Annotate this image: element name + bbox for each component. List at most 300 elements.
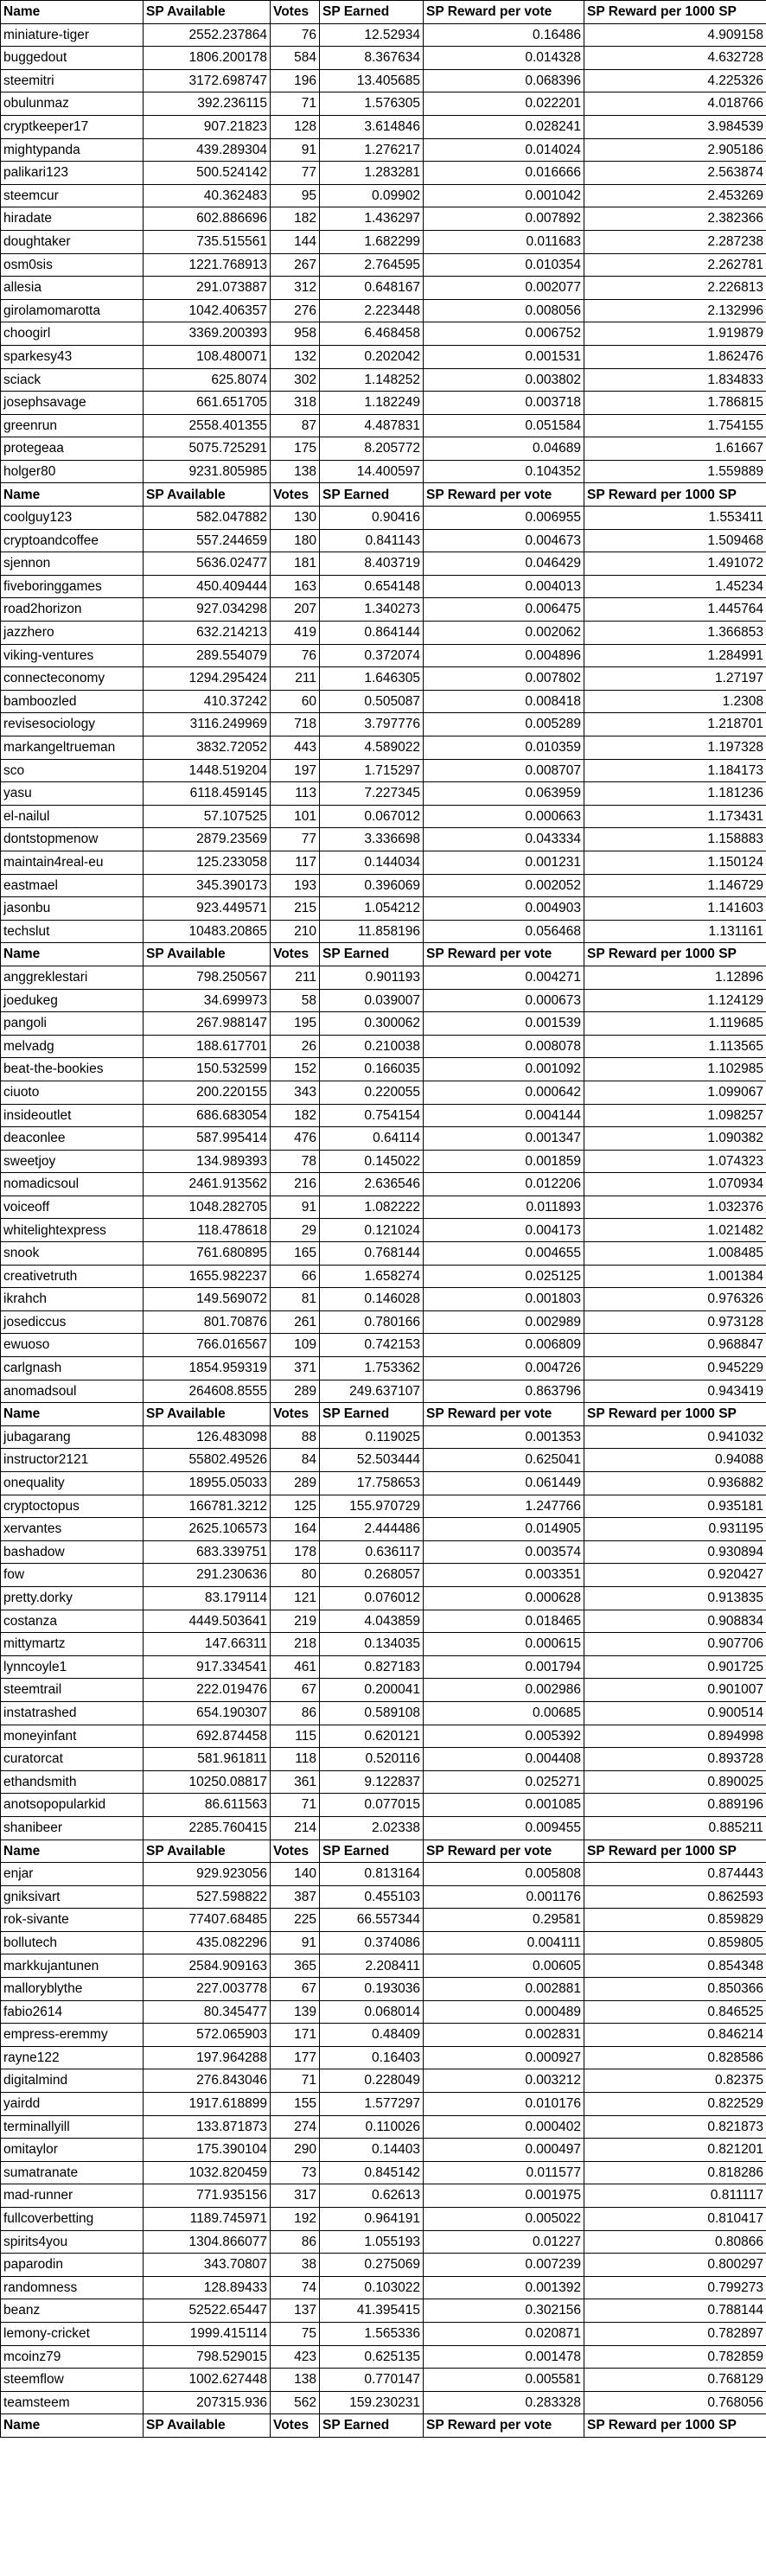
cell-sp-reward-per-vote: 0.001478 [424,2345,584,2369]
cell-name: jazzhero [1,622,144,645]
cell-sp-earned: 0.455103 [320,1885,424,1909]
cell-name: shanibeer [1,1816,144,1840]
cell-name: bamboozled [1,690,144,713]
cell-sp-available: 108.480071 [144,345,271,368]
cell-sp-available: 227.003778 [144,1978,271,2001]
cell-sp-reward-per-vote: 0.000615 [424,1633,584,1656]
cell-sp-reward-per-vote: 0.011683 [424,230,584,253]
cell-name: enjar [1,1863,144,1886]
cell-sp-available: 207315.936 [144,2391,271,2414]
cell-sp-reward-per-vote: 0.002881 [424,1978,584,2001]
table-row [1,1334,766,1357]
cell-sp-earned: 0.48409 [320,2024,424,2047]
cell-sp-available: 1048.282705 [144,1196,271,1219]
cell-name: mittymartz [1,1633,144,1656]
cell-sp-reward-per-1000-sp: 1.141603 [584,897,766,921]
cell-sp-reward-per-vote: 0.001176 [424,1885,584,1909]
table-row [1,1310,766,1334]
cell-sp-reward-per-1000-sp: 0.768129 [584,2369,766,2392]
cell-sp-earned: 0.146028 [320,1288,424,1311]
cell-sp-earned: 6.468458 [320,322,424,346]
cell-sp-reward-per-vote: 0.000628 [424,1586,584,1610]
cell-sp-available: 2584.909163 [144,1954,271,1978]
cell-votes: 181 [271,552,320,576]
cell-sp-reward-per-vote: 0.014905 [424,1518,584,1541]
cell-sp-reward-per-1000-sp: 0.901007 [584,1679,766,1702]
cell-sp-available: 2879.23569 [144,828,271,851]
header-sp-reward-per-1000-sp: SP Reward per 1000 SP [584,1840,766,1863]
cell-sp-reward-per-1000-sp: 1.491072 [584,552,766,576]
cell-votes: 77 [271,162,320,185]
cell-name: whitelightexpress [1,1219,144,1242]
cell-votes: 210 [271,920,320,943]
table-row [1,1701,766,1725]
table-row [1,1127,766,1151]
cell-sp-reward-per-1000-sp: 0.800297 [584,2254,766,2277]
cell-sp-available: 435.082296 [144,1931,271,1954]
cell-name: ciuoto [1,1081,144,1104]
cell-sp-reward-per-1000-sp: 0.822529 [584,2093,766,2116]
cell-sp-reward-per-1000-sp: 0.854348 [584,1954,766,1978]
cell-sp-reward-per-vote: 0.001347 [424,1127,584,1151]
cell-sp-reward-per-vote: 0.008707 [424,759,584,782]
cell-sp-earned: 1.276217 [320,138,424,162]
cell-sp-reward-per-vote: 0.014024 [424,138,584,162]
cell-sp-available: 2461.913562 [144,1173,271,1196]
cell-sp-reward-per-1000-sp: 1.181236 [584,782,766,806]
cell-votes: 71 [271,1794,320,1817]
cell-sp-earned: 0.864144 [320,622,424,645]
cell-sp-reward-per-1000-sp: 1.113565 [584,1035,766,1058]
header-votes: Votes [271,483,320,507]
cell-votes: 140 [271,1863,320,1886]
table-row [1,299,766,322]
cell-sp-reward-per-1000-sp: 2.382366 [584,207,766,231]
cell-name: melvadg [1,1035,144,1058]
cell-votes: 71 [271,2069,320,2093]
cell-sp-reward-per-vote: 0.002077 [424,277,584,300]
cell-sp-reward-per-vote: 0.006475 [424,598,584,622]
cell-sp-reward-per-1000-sp: 1.070934 [584,1173,766,1196]
table-row [1,874,766,897]
cell-name: yairdd [1,2093,144,2116]
table-row [1,1242,766,1266]
cell-sp-reward-per-1000-sp: 1.131161 [584,920,766,943]
table-row [1,966,766,989]
table-row [1,851,766,874]
table-row [1,2276,766,2299]
cell-sp-earned: 1.082222 [320,1196,424,1219]
cell-sp-reward-per-1000-sp: 0.810417 [584,2208,766,2231]
cell-sp-available: 345.390173 [144,874,271,897]
cell-sp-earned: 0.220055 [320,1081,424,1104]
cell-sp-reward-per-1000-sp: 1.834833 [584,368,766,392]
cell-votes: 178 [271,1540,320,1564]
table-row [1,1748,766,1771]
cell-sp-reward-per-1000-sp: 1.919879 [584,322,766,346]
cell-sp-reward-per-1000-sp: 1.12896 [584,966,766,989]
table-row [1,69,766,92]
cell-sp-earned: 0.625135 [320,2345,424,2369]
cell-sp-available: 2558.401355 [144,414,271,437]
table-row [1,184,766,207]
cell-sp-available: 1999.415114 [144,2322,271,2345]
cell-name: steemtrail [1,1679,144,1702]
cell-sp-earned: 2.02338 [320,1816,424,1840]
cell-name: eastmael [1,874,144,897]
cell-name: sparkesy43 [1,345,144,368]
header-name: Name [1,2414,144,2438]
table-row [1,2322,766,2345]
table-row [1,368,766,392]
cell-sp-earned: 0.210038 [320,1035,424,1058]
table-row [1,1679,766,1702]
table-row [1,162,766,185]
header-row [1,2414,766,2438]
table-body [1,1,766,2438]
table-row [1,1035,766,1058]
cell-sp-reward-per-vote: 0.001539 [424,1012,584,1036]
table-row [1,713,766,736]
cell-sp-available: 2285.760415 [144,1816,271,1840]
table-row [1,2024,766,2047]
cell-sp-available: 3116.249969 [144,713,271,736]
cell-sp-available: 118.478618 [144,1219,271,1242]
cell-sp-reward-per-vote: 0.003802 [424,368,584,392]
cell-name: sciack [1,368,144,392]
cell-sp-reward-per-1000-sp: 4.632728 [584,47,766,70]
cell-sp-available: 1002.627448 [144,2369,271,2392]
cell-sp-reward-per-1000-sp: 1.099067 [584,1081,766,1104]
cell-sp-reward-per-vote: 0.008078 [424,1035,584,1058]
cell-votes: 423 [271,2345,320,2369]
cell-name: coolguy123 [1,507,144,530]
table-row [1,2069,766,2093]
cell-sp-reward-per-vote: 0.005289 [424,713,584,736]
cell-sp-earned: 0.372074 [320,644,424,667]
cell-votes: 318 [271,392,320,415]
cell-sp-earned: 0.742153 [320,1334,424,1357]
cell-votes: 152 [271,1058,320,1081]
cell-sp-reward-per-vote: 0.022201 [424,92,584,116]
table-row [1,1357,766,1380]
cell-votes: 387 [271,1885,320,1909]
cell-name: sco [1,759,144,782]
cell-sp-available: 661.651705 [144,392,271,415]
cell-sp-earned: 52.503444 [320,1449,424,1472]
cell-sp-earned: 0.64114 [320,1127,424,1151]
cell-votes: 165 [271,1242,320,1266]
cell-sp-available: 625.8074 [144,368,271,392]
cell-sp-reward-per-1000-sp: 0.782859 [584,2345,766,2369]
cell-sp-reward-per-vote: 0.001803 [424,1288,584,1311]
cell-votes: 180 [271,529,320,552]
cell-sp-earned: 0.110026 [320,2115,424,2139]
cell-sp-reward-per-vote: 0.061449 [424,1472,584,1495]
cell-sp-available: 77407.68485 [144,1909,271,1932]
cell-votes: 115 [271,1725,320,1748]
cell-sp-earned: 0.16403 [320,2046,424,2069]
table-row [1,1104,766,1127]
cell-sp-reward-per-vote: 0.005581 [424,2369,584,2392]
cell-sp-available: 761.680895 [144,1242,271,1266]
table-row [1,1909,766,1932]
cell-name: terminallyill [1,2115,144,2139]
cell-name: jasonbu [1,897,144,921]
cell-sp-earned: 1.753362 [320,1357,424,1380]
cell-votes: 218 [271,1633,320,1656]
table-row [1,1931,766,1954]
cell-sp-earned: 8.367634 [320,47,424,70]
cell-name: empress-eremmy [1,2024,144,2047]
table-row [1,1012,766,1036]
cell-sp-reward-per-vote: 0.863796 [424,1380,584,1403]
cell-sp-reward-per-1000-sp: 0.901725 [584,1655,766,1679]
header-sp-earned: SP Earned [320,1403,424,1426]
cell-name: miniature-tiger [1,23,144,47]
cell-sp-reward-per-vote: 0.005392 [424,1725,584,1748]
cell-votes: 95 [271,184,320,207]
cell-votes: 562 [271,2391,320,2414]
cell-sp-reward-per-vote: 0.010359 [424,736,584,760]
cell-sp-earned: 7.227345 [320,782,424,806]
cell-sp-reward-per-1000-sp: 0.818286 [584,2161,766,2184]
cell-name: el-nailul [1,805,144,828]
cell-sp-available: 654.190307 [144,1701,271,1725]
cell-votes: 137 [271,2299,320,2323]
cell-sp-reward-per-1000-sp: 0.82375 [584,2069,766,2093]
cell-sp-reward-per-1000-sp: 1.366853 [584,622,766,645]
cell-sp-reward-per-1000-sp: 0.920427 [584,1564,766,1587]
cell-sp-available: 801.70876 [144,1310,271,1334]
cell-sp-available: 557.244659 [144,529,271,552]
cell-sp-available: 6118.459145 [144,782,271,806]
cell-name: sumatranate [1,2161,144,2184]
cell-sp-earned: 1.182249 [320,392,424,415]
table-row [1,2391,766,2414]
table-row [1,2093,766,2116]
header-sp-reward-per-1000-sp: SP Reward per 1000 SP [584,483,766,507]
cell-sp-earned: 0.103022 [320,2276,424,2299]
cell-votes: 80 [271,1564,320,1587]
cell-sp-reward-per-1000-sp: 0.885211 [584,1816,766,1840]
cell-sp-reward-per-1000-sp: 0.890025 [584,1770,766,1794]
cell-sp-reward-per-vote: 0.002052 [424,874,584,897]
cell-sp-reward-per-1000-sp: 0.821201 [584,2139,766,2162]
cell-sp-earned: 1.577297 [320,2093,424,2116]
cell-sp-reward-per-1000-sp: 0.782897 [584,2322,766,2345]
table-row [1,2369,766,2392]
cell-sp-reward-per-vote: 0.001531 [424,345,584,368]
cell-votes: 78 [271,1150,320,1173]
cell-sp-reward-per-1000-sp: 1.184173 [584,759,766,782]
cell-name: fiveboringgames [1,575,144,598]
cell-sp-reward-per-1000-sp: 0.936882 [584,1472,766,1495]
cell-sp-reward-per-1000-sp: 1.158883 [584,828,766,851]
cell-sp-earned: 0.901193 [320,966,424,989]
cell-sp-earned: 249.637107 [320,1380,424,1403]
cell-sp-reward-per-vote: 0.006752 [424,322,584,346]
cell-sp-reward-per-1000-sp: 1.021482 [584,1219,766,1242]
cell-sp-reward-per-vote: 0.051584 [424,414,584,437]
cell-sp-reward-per-vote: 0.000663 [424,805,584,828]
table-row [1,1518,766,1541]
cell-name: girolamomarotta [1,299,144,322]
cell-votes: 84 [271,1449,320,1472]
cell-name: osm0sis [1,253,144,277]
cell-sp-available: 126.483098 [144,1425,271,1449]
cell-votes: 91 [271,1931,320,1954]
cell-sp-reward-per-vote: 0.007239 [424,2254,584,2277]
table-row [1,2046,766,2069]
table-row [1,460,766,483]
cell-votes: 215 [271,897,320,921]
header-sp-available: SP Available [144,483,271,507]
cell-name: fow [1,1564,144,1587]
cell-name: mad-runner [1,2184,144,2208]
cell-votes: 128 [271,115,320,138]
header-name: Name [1,1840,144,1863]
cell-sp-reward-per-vote: 0.001859 [424,1150,584,1173]
cell-sp-reward-per-1000-sp: 0.859805 [584,1931,766,1954]
cell-sp-earned: 0.768144 [320,1242,424,1266]
table-row [1,644,766,667]
cell-votes: 86 [271,1701,320,1725]
cell-sp-reward-per-1000-sp: 1.61667 [584,437,766,461]
table-row [1,230,766,253]
cell-sp-reward-per-1000-sp: 1.559889 [584,460,766,483]
cell-name: anggreklestari [1,966,144,989]
cell-sp-reward-per-vote: 0.002062 [424,622,584,645]
cell-sp-available: 632.214213 [144,622,271,645]
header-name: Name [1,1403,144,1426]
cell-sp-available: 200.220155 [144,1081,271,1104]
cell-name: fullcoverbetting [1,2208,144,2231]
cell-sp-reward-per-1000-sp: 0.973128 [584,1310,766,1334]
cell-sp-earned: 0.144034 [320,851,424,874]
header-sp-earned: SP Earned [320,2414,424,2438]
header-row [1,1840,766,1863]
cell-votes: 419 [271,622,320,645]
cell-name: randomness [1,2276,144,2299]
cell-sp-reward-per-vote: 0.001392 [424,2276,584,2299]
cell-sp-earned: 3.797776 [320,713,424,736]
cell-sp-reward-per-vote: 0.000673 [424,989,584,1012]
cell-sp-available: 735.515561 [144,230,271,253]
cell-sp-reward-per-vote: 0.025125 [424,1265,584,1288]
cell-sp-available: 1448.519204 [144,759,271,782]
cell-sp-reward-per-vote: 0.046429 [424,552,584,576]
cell-sp-reward-per-vote: 0.003351 [424,1564,584,1587]
cell-sp-earned: 14.400597 [320,460,424,483]
cell-sp-earned: 0.300062 [320,1012,424,1036]
cell-votes: 29 [271,1219,320,1242]
cell-sp-reward-per-1000-sp: 2.226813 [584,277,766,300]
cell-sp-reward-per-1000-sp: 2.453269 [584,184,766,207]
cell-sp-reward-per-vote: 0.003718 [424,392,584,415]
cell-sp-reward-per-vote: 0.006955 [424,507,584,530]
table-row [1,277,766,300]
cell-sp-available: 1655.982237 [144,1265,271,1288]
cell-sp-available: 2625.106573 [144,1518,271,1541]
cell-sp-reward-per-1000-sp: 1.098257 [584,1104,766,1127]
header-sp-available: SP Available [144,2414,271,2438]
cell-sp-earned: 0.077015 [320,1794,424,1817]
cell-sp-available: 410.37242 [144,690,271,713]
cell-sp-available: 929.923056 [144,1863,271,1886]
cell-votes: 139 [271,2000,320,2024]
cell-votes: 193 [271,874,320,897]
cell-sp-available: 683.339751 [144,1540,271,1564]
cell-votes: 343 [271,1081,320,1104]
cell-votes: 88 [271,1425,320,1449]
cell-name: spirits4you [1,2230,144,2254]
table-row [1,1265,766,1288]
cell-votes: 192 [271,2208,320,2231]
table-row [1,392,766,415]
table-row [1,1081,766,1104]
cell-name: omitaylor [1,2139,144,2162]
cell-sp-earned: 0.845142 [320,2161,424,2184]
cell-name: moneyinfant [1,1725,144,1748]
cell-sp-available: 188.617701 [144,1035,271,1058]
cell-sp-reward-per-vote: 0.004144 [424,1104,584,1127]
cell-sp-available: 602.886696 [144,207,271,231]
cell-sp-reward-per-1000-sp: 2.563874 [584,162,766,185]
cell-name: bashadow [1,1540,144,1564]
cell-name: rayne122 [1,2046,144,2069]
cell-name: digitalmind [1,2069,144,2093]
cell-sp-reward-per-vote: 0.283328 [424,2391,584,2414]
cell-name: jubagarang [1,1425,144,1449]
cell-sp-earned: 2.208411 [320,1954,424,1978]
cell-votes: 211 [271,667,320,691]
cell-sp-earned: 0.505087 [320,690,424,713]
cell-sp-reward-per-1000-sp: 1.218701 [584,713,766,736]
table-row [1,667,766,691]
cell-votes: 207 [271,598,320,622]
cell-votes: 361 [271,1770,320,1794]
cell-sp-reward-per-1000-sp: 0.889196 [584,1794,766,1817]
cell-name: malloryblythe [1,1978,144,2001]
cell-sp-available: 686.683054 [144,1104,271,1127]
cell-sp-earned: 1.055193 [320,2230,424,2254]
header-votes: Votes [271,1,320,24]
cell-name: buggedout [1,47,144,70]
table-row [1,2345,766,2369]
cell-sp-reward-per-vote: 0.003212 [424,2069,584,2093]
cell-sp-available: 3172.698747 [144,69,271,92]
cell-sp-available: 175.390104 [144,2139,271,2162]
table-row [1,2115,766,2139]
cell-sp-earned: 0.275069 [320,2254,424,2277]
cell-sp-reward-per-1000-sp: 0.850366 [584,1978,766,2001]
cell-sp-reward-per-vote: 0.014328 [424,47,584,70]
cell-name: sweetjoy [1,1150,144,1173]
cell-name: pretty.dorky [1,1586,144,1610]
cell-sp-reward-per-1000-sp: 1.862476 [584,345,766,368]
cell-sp-earned: 0.068014 [320,2000,424,2024]
cell-sp-reward-per-vote: 0.000642 [424,1081,584,1104]
cell-name: beanz [1,2299,144,2323]
header-sp-reward-per-vote: SP Reward per vote [424,1403,584,1426]
cell-sp-reward-per-vote: 0.001042 [424,184,584,207]
cell-sp-available: 149.569072 [144,1288,271,1311]
cell-sp-earned: 0.14403 [320,2139,424,2162]
table-row [1,47,766,70]
cell-sp-reward-per-vote: 0.004173 [424,1219,584,1242]
table-row [1,989,766,1012]
